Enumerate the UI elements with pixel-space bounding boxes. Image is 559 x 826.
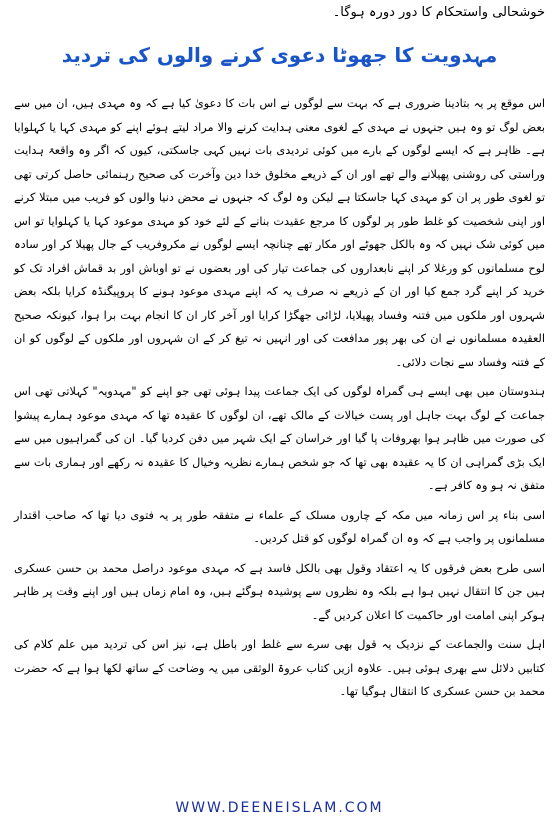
paragraph: اسی طرح بعض فرقوں کا یہ اعتقاد وقول بھی بالکل فاسد ہے کہ مہدی موعود دراصل محمد بن حسن عسکری ہیں جن کا انتقال نہیں ہوا ہے بلکہ وہ نظروں سے پوشیدہ ہوگئے ہیں، وہ امام زماں ہیں اور اپنے وقت پر ظاہر ہوکر اپنی امامت اور حاکمیت کا اعلان کردیں گے۔ [14,561,545,622]
website-url-footer: WWW.DEENEISLAM.COM [175,800,384,816]
article-body [14,92,545,704]
paragraph: ہندوستان میں بھی ایسے ہی گمراہ لوگوں کی ایک جماعت پیدا ہوئی تھی جو اپنے کو "مہدویہ" کہلاتی تھی اس جماعت کے لوگ بہت جاہل اور پست خیالات کے مالک تھے، ان لوگوں کا عقیدہ تھا کہ مہدی موعود ہمارے پیشوا کی صورت میں ظاہر ہوا بھروفات پا گیا اور خراسان کے ایک شہر میں دفن کردیا گیا۔ ان کی گمراہیوں میں سے ایک بڑی گمراہی ان کا یہ عقیدہ بھی تھا کہ جو شخص ہمارے نظریہ وخیال کا عقیدہ نہ رکھے اور ہماری بات سے متفق نہ ہو وہ کافر ہے۔ [14,385,545,492]
paragraph: اہل سنت والجماعت کے نزدیک یہ قول بھی سرے سے غلط اور باطل ہے، نیز اس کی تردید میں علم کلام کی کتابیں دلائل سے بھری ہوئی ہیں۔ علاوہ ازیں کتاب عروۃ الوثقی میں یہ وضاحت کے ساتھ لکھا ہوا ہے کہ حضرت محمد بن حسن عسکری کا انتقال ہوگیا تھا۔ [14,638,545,698]
paragraph: اسی بناء پر اس زمانہ میں مکہ کے چاروں مسلک کے علماء نے متفقہ طور پر یہ فتوی دیا تھا کہ صاحب اقتدار مسلمانوں پر واجب ہے کہ وہ ان گمراہ لوگوں کو قتل کردیں۔ [14,508,545,545]
paragraph: اس موقع پر یہ بتادینا ضروری ہے کہ بہت سے لوگوں نے اس بات کا دعویٰ کیا ہے کہ وہ مہدی ہیں، ان میں سے بعض لوگ تو وہ ہیں جنہوں نے مہدی کے لغوی معنی ہدایت کرنے والا مراد لیتے ہوئے اپنے کو مہدی کہا یا کہلوایا ہے۔ ظاہر ہے کہ ایسے لوگوں کے بارے میں کوئی تردیدی بات نہیں کہی جاسکتی، کیوں کہ اگر وہ واقعۃ ہدایت وراستی کی روشنی پھیلانے والے تھے اور ان کے ذریعے مخلوق خدا دین وآخرت کی صحیح رہنمائی حاصل کرتی تھی تو لغوی طور پر ان کو مہدی کہا جاسکتا ہے لیکن وہ لوگ کہ جنہوں نے محض دنیا والوں کو فریب میں مبتلا کرنے اور اپنی شخصیت کو غلط طور پر لوگوں کا مرجع عقیدت بنانے کے لئے خود کو مہدی موعود کہا یا کہلوایا تو اس میں کوئی شک نہیں کہ وہ بالکل جھوٹے اور مکار تھے چنانچہ ایسے لوگوں نے مکروفریب کے جال پھیلا کر اور سادہ لوح مسلمانوں کو ورغلا کر اپنے نابعداروں کی جماعت تیار کی اور بعضوں نے تو اوباش اور بد قماش افراد تک کو خرید کر اپنے گرد جمع کیا اور ان کے ذریعے نہ صرف یہ کہ اپنے مہدی موعود ہونے کا پروپیگنڈہ کرایا بلکہ بعض شہروں اور ملکوں میں فتنہ وفساد پھیلایا، لڑائی جھگڑا کرایا اور آخر کار ان کا انجام بہت برا ہوا، کیونکہ صحیح العقیدہ مسلمانوں نے ان کی بھر پور مدافعت کی اور انہیں نہ تیغ کر کے ان شہروں اور ملکوں کے لوگوں کو ان کے فتنہ وفساد سے نجات دلائی۔ [14,97,545,369]
previous-section-last-line: خوشحالی واستحکام کا دور دورہ ہوگا۔ [332,5,545,20]
section-title: مہدویت کا جھوٹا دعوی کرنے والوں کی تردید [61,43,498,67]
